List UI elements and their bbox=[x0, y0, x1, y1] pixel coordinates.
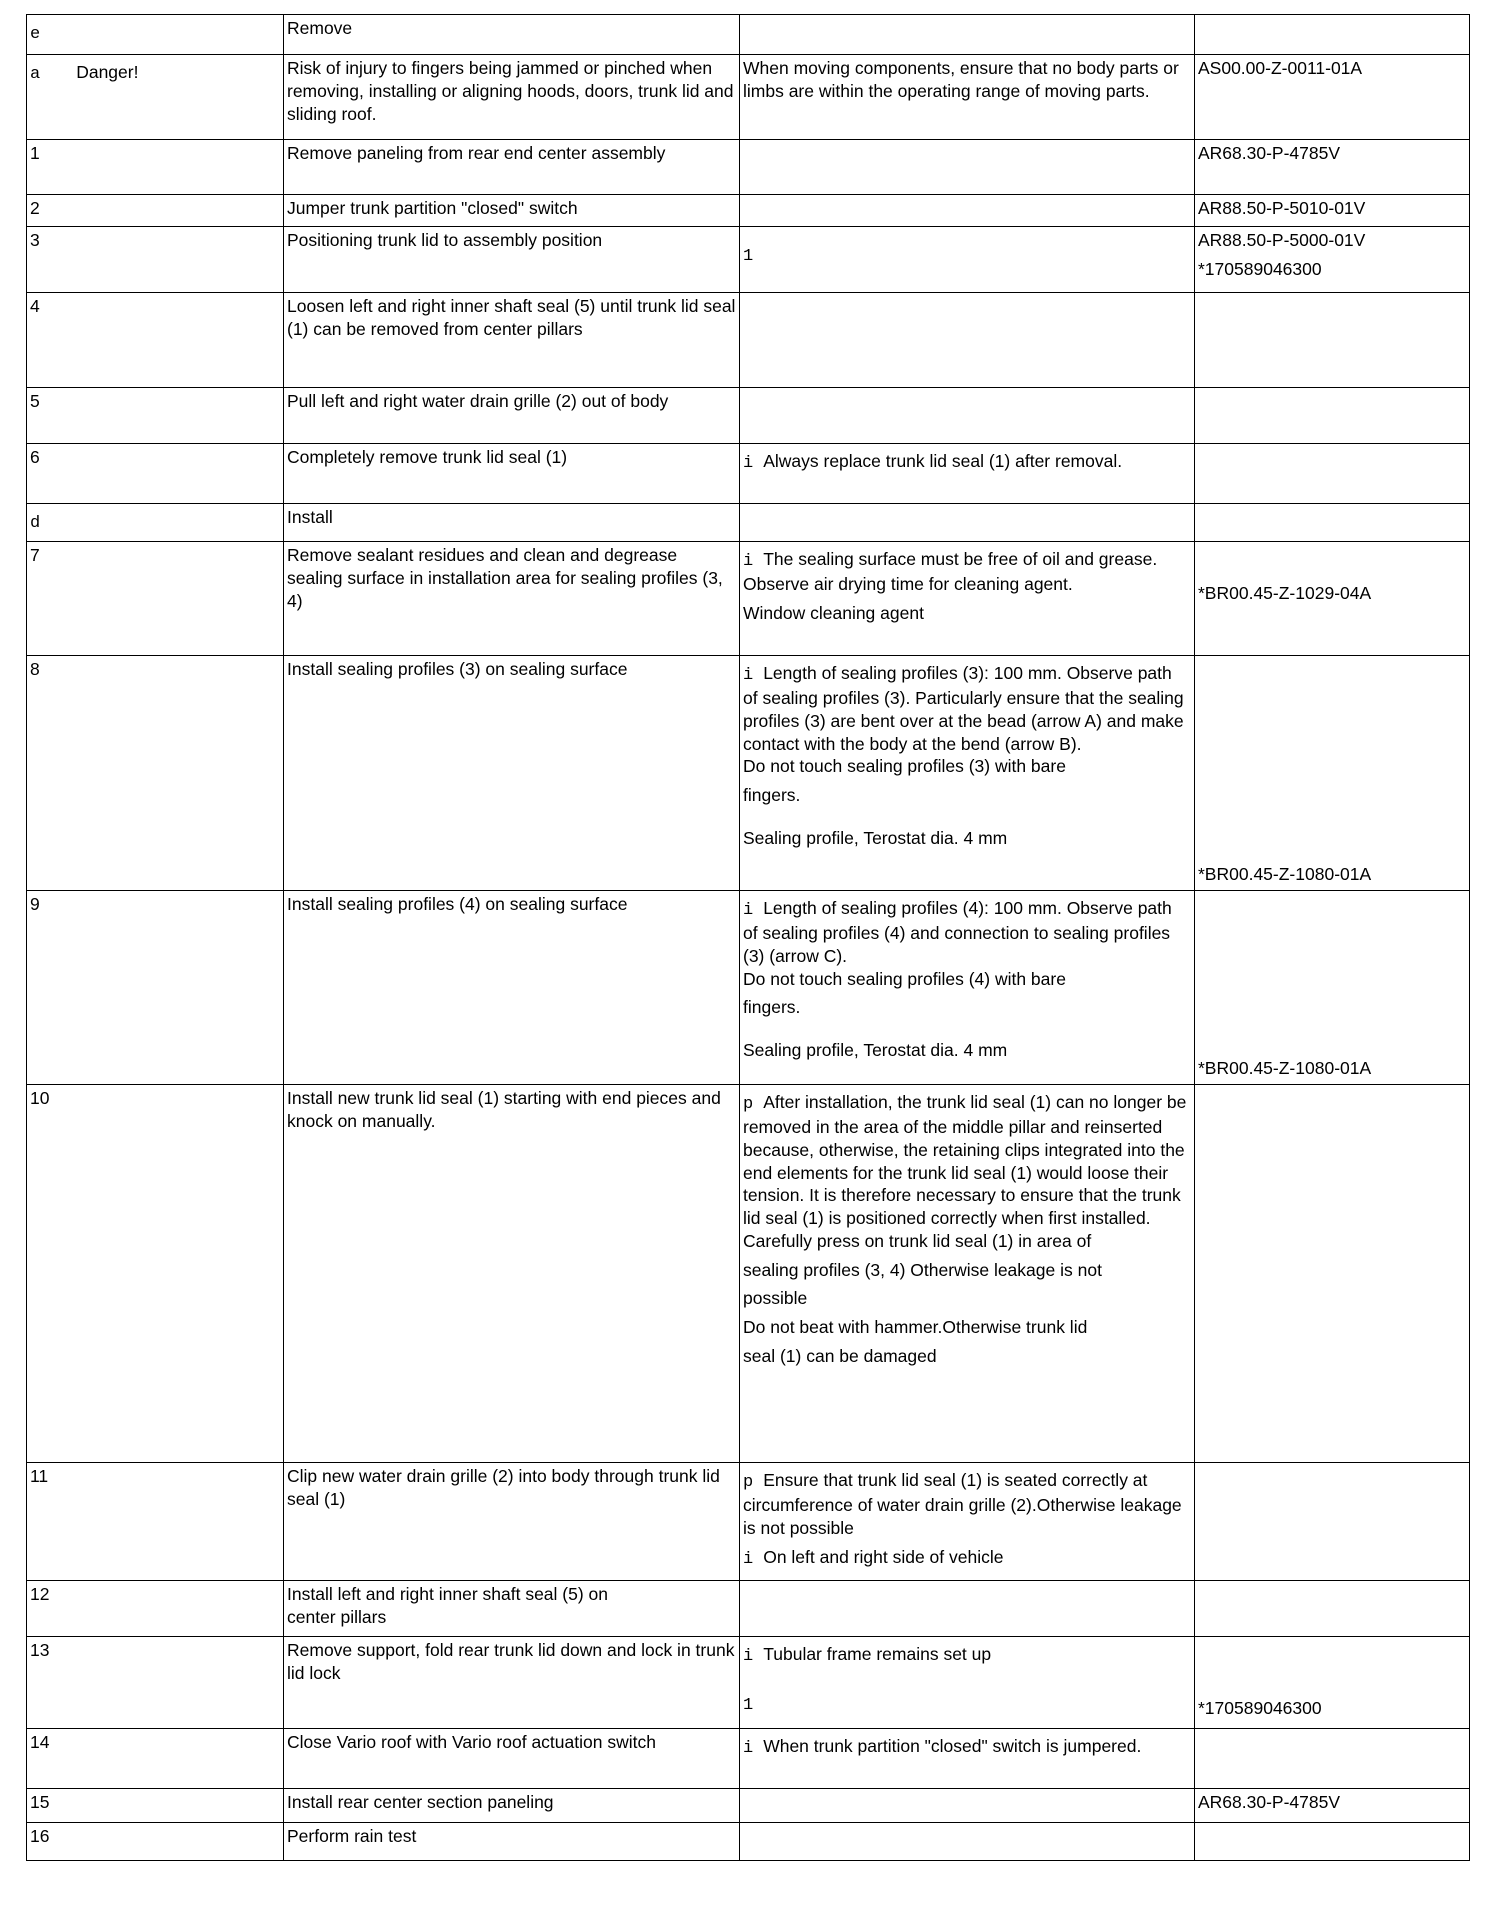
ref-cell bbox=[1195, 1085, 1470, 1463]
step-cell: 1 bbox=[27, 140, 284, 195]
tool-reference: *170589046300 bbox=[1198, 1698, 1322, 1719]
ref-cell bbox=[1195, 1637, 1470, 1729]
ref-cell bbox=[1195, 227, 1470, 293]
step-cell: 14 bbox=[27, 1729, 284, 1789]
table-row bbox=[27, 388, 1470, 444]
action-cell: Install rear center section paneling bbox=[284, 1789, 740, 1823]
info-icon: i bbox=[743, 1549, 754, 1569]
step-cell: 2 bbox=[27, 195, 284, 227]
caution-icon: p bbox=[743, 1473, 754, 1492]
table-row bbox=[27, 227, 1470, 293]
ref-cell bbox=[1195, 55, 1470, 140]
danger-label: Danger! bbox=[76, 62, 139, 82]
table-row bbox=[27, 542, 1470, 656]
note-cell: i Tubular frame remains set up 1 bbox=[740, 1637, 1195, 1729]
step-cell bbox=[27, 55, 284, 140]
step-cell: 4 bbox=[27, 293, 284, 388]
reference-link[interactable]: AR68.30-P-4785V bbox=[1198, 143, 1341, 163]
action-cell: Risk of injury to fingers being jammed or pinched when removing, installing or aligning hoods, doors, trunk lid and sliding roof. bbox=[284, 55, 740, 140]
note-cell: p After installation, the trunk lid seal (1) can no longer be removed in the area of the middle pillar and reinserted because, otherwise, the retaining clips integrated into the end elements for the trunk lid seal (1) would loose their tension. It is therefore necessary to ensure that the trunk lid seal (1) is positioned correctly when first installed. Carefully press on trunk lid seal (1) in area of sealing profiles (3, 4) Otherwise leakage is not possible Do not beat with hammer.Otherwise trunk lid seal (1) can be damaged bbox=[740, 1085, 1195, 1463]
reference-link[interactable]: AS00.00-Z-0011-01A bbox=[1198, 58, 1363, 78]
table-row bbox=[27, 1729, 1470, 1789]
table-row bbox=[27, 1789, 1470, 1823]
note-cell bbox=[740, 388, 1195, 444]
table-row bbox=[27, 15, 1470, 55]
note-cell: p Ensure that trunk lid seal (1) is seated correctly at circumference of water drain grille (2).Otherwise leakage is not possible i On left and right side of vehicle bbox=[740, 1463, 1195, 1581]
action-cell: Perform rain test bbox=[284, 1823, 740, 1861]
reference-link[interactable]: AR88.50-P-5000-01V bbox=[1198, 230, 1366, 250]
action-cell: Remove bbox=[284, 15, 740, 55]
info-icon: i bbox=[743, 901, 754, 920]
step-cell: 6 bbox=[27, 444, 284, 504]
reference-link[interactable]: AR88.50-P-5010-01V bbox=[1198, 198, 1366, 218]
material-reference: *BR00.45-Z-1080-01A bbox=[1198, 1058, 1372, 1079]
action-cell: Install bbox=[284, 504, 740, 542]
step-cell: 3 bbox=[27, 227, 284, 293]
note-cell: i When trunk partition "closed" switch is jumpered. bbox=[740, 1729, 1195, 1789]
ref-cell bbox=[1195, 504, 1470, 542]
ref-cell bbox=[1195, 542, 1470, 656]
table-row bbox=[27, 504, 1470, 542]
tool-icon: 1 bbox=[743, 1696, 754, 1716]
step-cell: 9 bbox=[27, 891, 284, 1085]
action-cell: Close Vario roof with Vario roof actuation switch bbox=[284, 1729, 740, 1789]
table-row bbox=[27, 1463, 1470, 1581]
ref-cell bbox=[1195, 195, 1470, 227]
material-name: Sealing profile, Terostat dia. 4 mm bbox=[743, 1040, 1008, 1061]
ref-cell bbox=[1195, 1581, 1470, 1637]
note-cell bbox=[740, 1581, 1195, 1637]
step-cell: 12 bbox=[27, 1581, 284, 1637]
info-icon: i bbox=[743, 1647, 754, 1666]
action-cell: Remove paneling from rear end center assembly bbox=[284, 140, 740, 195]
action-cell: Install sealing profiles (4) on sealing surface bbox=[284, 891, 740, 1085]
action-cell: Completely remove trunk lid seal (1) bbox=[284, 444, 740, 504]
info-icon: i bbox=[743, 454, 754, 473]
ref-cell bbox=[1195, 388, 1470, 444]
tool-icon: 1 bbox=[743, 247, 754, 266]
step-cell: 7 bbox=[27, 542, 284, 656]
step-cell: 11 bbox=[27, 1463, 284, 1581]
procedure-table bbox=[26, 14, 1470, 1861]
action-cell: Positioning trunk lid to assembly position bbox=[284, 227, 740, 293]
material-name: Window cleaning agent bbox=[743, 602, 924, 623]
ref-cell bbox=[1195, 891, 1470, 1085]
note-cell bbox=[740, 504, 1195, 542]
action-cell: Remove sealant residues and clean and degrease sealing surface in installation area for sealing profiles (3, 4) bbox=[284, 542, 740, 656]
note-cell bbox=[740, 1823, 1195, 1861]
table-row bbox=[27, 1637, 1470, 1729]
table-row bbox=[27, 444, 1470, 504]
action-cell: Jumper trunk partition "closed" switch bbox=[284, 195, 740, 227]
note-cell bbox=[740, 15, 1195, 55]
ref-cell bbox=[1195, 293, 1470, 388]
table-row bbox=[27, 293, 1470, 388]
material-reference: *BR00.45-Z-1029-04A bbox=[1198, 583, 1372, 603]
ref-cell bbox=[1195, 140, 1470, 195]
note-cell bbox=[740, 1789, 1195, 1823]
step-cell: 15 bbox=[27, 1789, 284, 1823]
action-cell: Install new trunk lid seal (1) starting with end pieces and knock on manually. bbox=[284, 1085, 740, 1463]
note-cell: When moving components, ensure that no body parts or limbs are within the operating range of moving parts. bbox=[740, 55, 1195, 140]
note-cell: i The sealing surface must be free of oil and grease. Observe air drying time for cleaning agent. Window cleaning agent bbox=[740, 542, 1195, 656]
table-row bbox=[27, 656, 1470, 891]
tool-reference: *170589046300 bbox=[1198, 258, 1322, 279]
ref-cell bbox=[1195, 444, 1470, 504]
material-reference: *BR00.45-Z-1080-01A bbox=[1198, 864, 1372, 885]
note-cell bbox=[740, 227, 1195, 293]
reference-link[interactable]: AR68.30-P-4785V bbox=[1198, 1792, 1341, 1812]
table-row bbox=[27, 195, 1470, 227]
ref-cell bbox=[1195, 1729, 1470, 1789]
step-cell: 13 bbox=[27, 1637, 284, 1729]
step-cell: d bbox=[27, 504, 284, 542]
action-cell: Clip new water drain grille (2) into body through trunk lid seal (1) bbox=[284, 1463, 740, 1581]
table-row bbox=[27, 1085, 1470, 1463]
caution-icon: p bbox=[743, 1095, 754, 1114]
table-row bbox=[27, 140, 1470, 195]
table-row bbox=[27, 1581, 1470, 1637]
ref-cell bbox=[1195, 1789, 1470, 1823]
action-cell: Pull left and right water drain grille (2) out of body bbox=[284, 388, 740, 444]
info-icon: i bbox=[743, 552, 754, 571]
material-name: Sealing profile, Terostat dia. 4 mm bbox=[743, 827, 1008, 848]
ref-cell bbox=[1195, 1463, 1470, 1581]
table-row bbox=[27, 1823, 1470, 1861]
note-cell bbox=[740, 195, 1195, 227]
step-cell: 8 bbox=[27, 656, 284, 891]
step-cell: e bbox=[27, 15, 284, 55]
note-cell: i Always replace trunk lid seal (1) after removal. bbox=[740, 444, 1195, 504]
action-cell: Remove support, fold rear trunk lid down and lock in trunk lid lock bbox=[284, 1637, 740, 1729]
info-icon: i bbox=[743, 1739, 754, 1758]
action-cell: Install left and right inner shaft seal (5) on center pillars bbox=[284, 1581, 740, 1637]
note-cell: i Length of sealing profiles (3): 100 mm. Observe path of sealing profiles (3). Particularly ensure that the sealing profiles (3) are bent over at the bead (arrow A) and make contact with the body at the bend (arrow B). Do not touch sealing profiles (3) with bare fingers. Sealing profile, Terostat dia. 4 mm bbox=[740, 656, 1195, 891]
note-cell bbox=[740, 140, 1195, 195]
table-row bbox=[27, 55, 1470, 140]
info-icon: i bbox=[743, 666, 754, 685]
warning-icon: a bbox=[30, 65, 41, 84]
action-cell: Install sealing profiles (3) on sealing surface bbox=[284, 656, 740, 891]
ref-cell bbox=[1195, 15, 1470, 55]
note-cell: i Length of sealing profiles (4): 100 mm. Observe path of sealing profiles (4) and connection to sealing profiles (3) (arrow C). Do not touch sealing profiles (4) with bare fingers. Sealing profile, Terostat dia. 4 mm bbox=[740, 891, 1195, 1085]
ref-cell bbox=[1195, 656, 1470, 891]
action-cell: Loosen left and right inner shaft seal (5) until trunk lid seal (1) can be removed from center pillars bbox=[284, 293, 740, 388]
step-cell: 16 bbox=[27, 1823, 284, 1861]
ref-cell bbox=[1195, 1823, 1470, 1861]
step-cell: 5 bbox=[27, 388, 284, 444]
table-row bbox=[27, 891, 1470, 1085]
note-cell bbox=[740, 293, 1195, 388]
step-cell: 10 bbox=[27, 1085, 284, 1463]
